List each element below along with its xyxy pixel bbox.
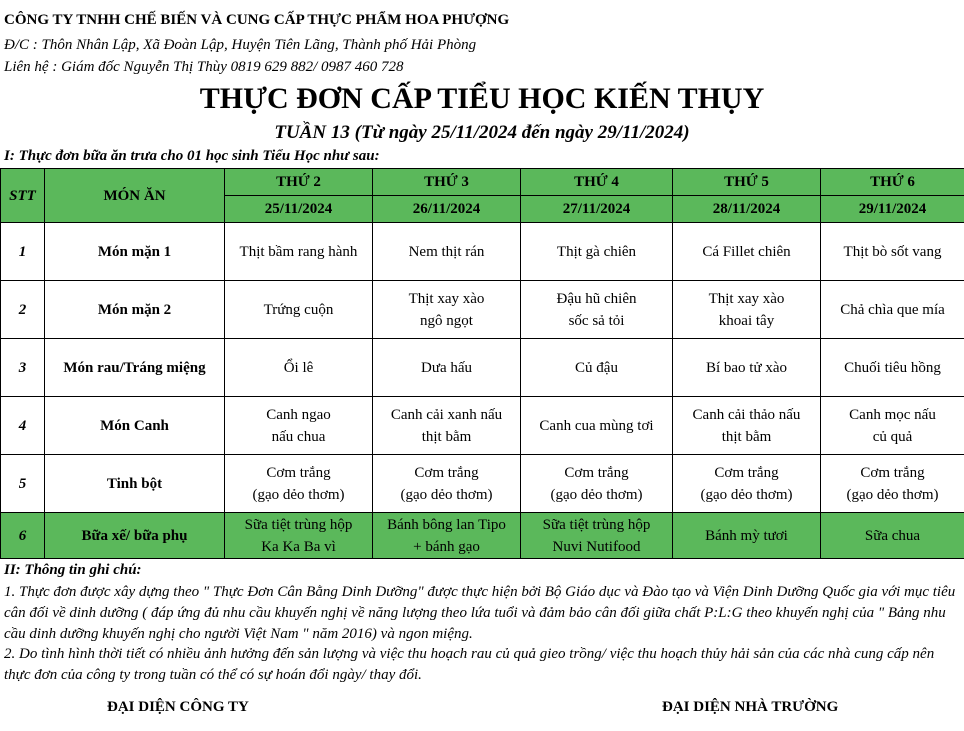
- dish-category: Món mặn 1: [45, 223, 225, 281]
- menu-cell: Cơm trắng (gạo dẻo thơm): [521, 455, 673, 513]
- note-1: 1. Thực đơn được xây dựng theo " Thực Đơn Cân Bằng Dinh Dưỡng" được thực hiện bởi Bộ Giáo dục và Đào tạo và Viện Dinh Dưỡng Quốc gia với mục tiêu cân đối về dinh dưỡng ( đáp ứng đủ nhu cầu khuyến nghị về năng lượng theo lứa tuổi và đảm bảo cân đối giữa chất P:L:G theo khuyến nghị của " Bảng nhu cầu dinh dưỡng khuyến nghị cho người Việt Nam " năm 2016) và ngon miệng.: [4, 584, 956, 642]
- section-1-heading: I: Thực đơn bữa ăn trưa cho 01 học sinh Tiểu Học như sau:: [4, 148, 380, 164]
- menu-table: [0, 168, 964, 559]
- menu-cell: Cơm trắng (gạo dẻo thơm): [821, 455, 964, 513]
- dish-header: MÓN ĂN: [45, 169, 225, 223]
- menu-cell: Dưa hấu: [373, 339, 521, 397]
- menu-cell: Cá Fillet chiên: [673, 223, 821, 281]
- week-subtitle: TUẦN 13 (Từ ngày 25/11/2024 đến ngày 29/11/2024): [274, 122, 690, 143]
- menu-cell: Sữa tiệt trùng hộp Ka Ka Ba vì: [225, 513, 373, 559]
- menu-cell: Cơm trắng (gạo dẻo thơm): [373, 455, 521, 513]
- stt-header: STT: [1, 169, 45, 223]
- row-number: 1: [1, 223, 45, 281]
- day-header: THỨ 4: [521, 169, 673, 196]
- dish-category: Bữa xế/ bữa phụ: [45, 513, 225, 559]
- section-2-heading: II: Thông tin ghi chú:: [4, 562, 142, 578]
- day-header: THỨ 5: [673, 169, 821, 196]
- menu-cell: Cơm trắng (gạo dẻo thơm): [225, 455, 373, 513]
- menu-cell: Cơm trắng (gạo dẻo thơm): [673, 455, 821, 513]
- menu-cell: Canh cải thảo nấu thịt bằm: [673, 397, 821, 455]
- date-header: 25/11/2024: [225, 196, 373, 223]
- dish-category: Món rau/Tráng miệng: [45, 339, 225, 397]
- row-number: 3: [1, 339, 45, 397]
- company-name: CÔNG TY TNHH CHẾ BIẾN VÀ CUNG CẤP THỰC PHẨM HOA PHƯỢNG: [4, 12, 510, 28]
- menu-cell: Sữa tiệt trùng hộp Nuvi Nutifood: [521, 513, 673, 559]
- date-header: 27/11/2024: [521, 196, 673, 223]
- date-header: 28/11/2024: [673, 196, 821, 223]
- menu-cell: Thịt bầm rang hành: [225, 223, 373, 281]
- day-header: THỨ 3: [373, 169, 521, 196]
- menu-cell: Canh cua mùng tơi: [521, 397, 673, 455]
- row-number: 2: [1, 281, 45, 339]
- company-signature-label: ĐẠI DIỆN CÔNG TY: [107, 699, 249, 715]
- menu-cell: Ổi lê: [225, 339, 373, 397]
- menu-cell: Thịt bò sốt vang: [821, 223, 964, 281]
- menu-cell: Canh cải xanh nấu thịt bằm: [373, 397, 521, 455]
- menu-cell: Bí bao tử xào: [673, 339, 821, 397]
- menu-cell: Chả chìa que mía: [821, 281, 964, 339]
- table-row: [1, 455, 964, 513]
- dish-category: Món Canh: [45, 397, 225, 455]
- school-signature-label: ĐẠI DIỆN NHÀ TRƯỜNG: [662, 699, 839, 715]
- menu-cell: Bánh bông lan Tipo + bánh gạo: [373, 513, 521, 559]
- day-header: THỨ 6: [821, 169, 964, 196]
- dish-category: Tinh bột: [45, 455, 225, 513]
- menu-cell: Canh ngao nấu chua: [225, 397, 373, 455]
- company-address: Đ/C : Thôn Nhân Lập, Xã Đoàn Lập, Huyện Tiên Lãng, Thành phố Hải Phòng: [4, 37, 477, 53]
- menu-cell: Trứng cuộn: [225, 281, 373, 339]
- menu-cell: Củ đậu: [521, 339, 673, 397]
- table-row: [1, 397, 964, 455]
- row-number: 5: [1, 455, 45, 513]
- menu-cell: Nem thịt rán: [373, 223, 521, 281]
- table-row: [1, 339, 964, 397]
- table-row: [1, 281, 964, 339]
- menu-cell: Canh mọc nấu củ quả: [821, 397, 964, 455]
- table-row: [1, 223, 964, 281]
- table-row-snack: [1, 513, 964, 559]
- company-contact: Liên hệ : Giám đốc Nguyễn Thị Thùy 0819 629 882/ 0987 460 728: [4, 59, 404, 75]
- row-number: 4: [1, 397, 45, 455]
- menu-cell: Thịt xay xào ngô ngọt: [373, 281, 521, 339]
- note-2: 2. Do tình hình thời tiết có nhiều ảnh hưởng đến sản lượng và việc thu hoạch rau củ quả gieo trồng/ việc thu hoạch thủy hải sản của các nhà cung cấp nên thực đơn của công ty trong tuần có thể có sự hoán đổi ngày/ thay đổi.: [4, 646, 935, 683]
- menu-cell: Sữa chua: [821, 513, 964, 559]
- menu-cell: Bánh mỳ tươi: [673, 513, 821, 559]
- menu-cell: Thịt xay xào khoai tây: [673, 281, 821, 339]
- dish-category: Món mặn 2: [45, 281, 225, 339]
- date-header: 29/11/2024: [821, 196, 964, 223]
- page-title: THỰC ĐƠN CẤP TIỂU HỌC KIẾN THỤY: [199, 82, 765, 115]
- menu-cell: Đậu hũ chiên sốc sả tỏi: [521, 281, 673, 339]
- date-header: 26/11/2024: [373, 196, 521, 223]
- menu-cell: Thịt gà chiên: [521, 223, 673, 281]
- day-header: THỨ 2: [225, 169, 373, 196]
- menu-cell: Chuối tiêu hồng: [821, 339, 964, 397]
- row-number: 6: [1, 513, 45, 559]
